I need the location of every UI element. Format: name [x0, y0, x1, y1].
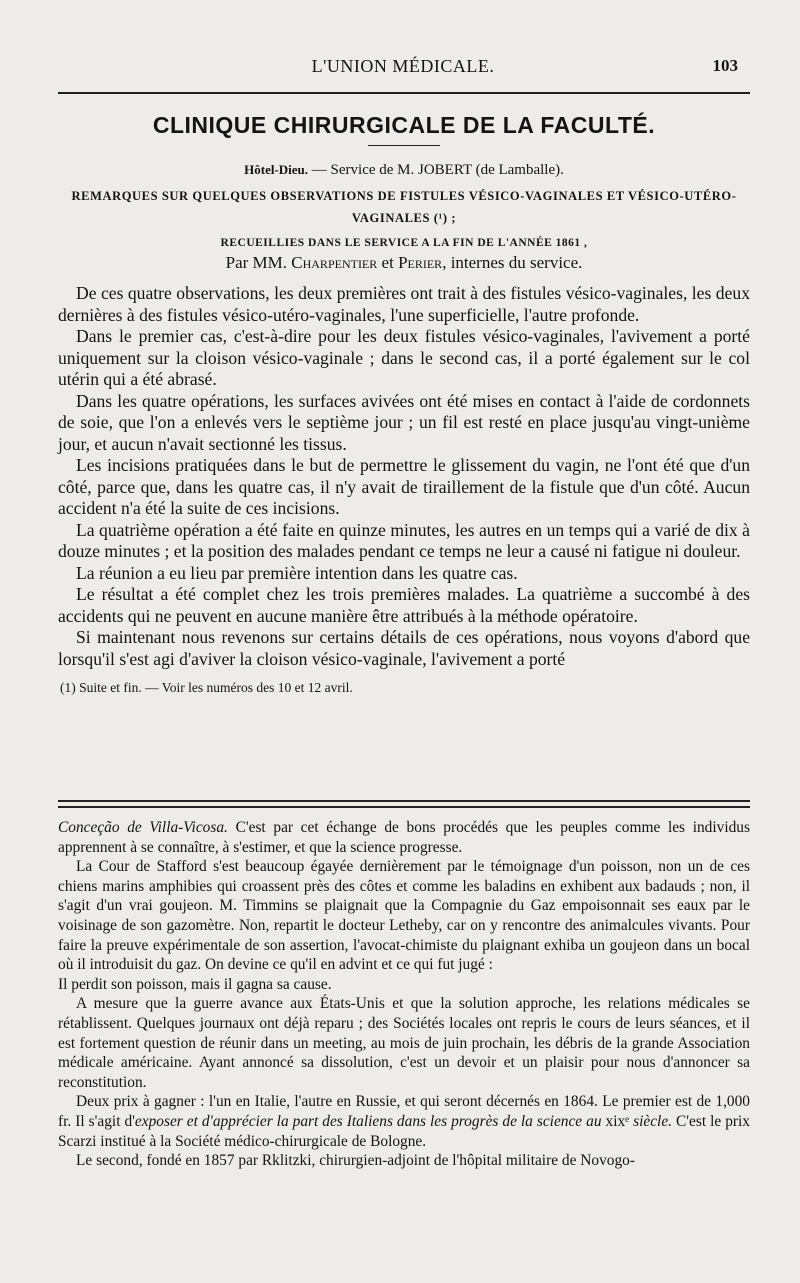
- footnote: (1) Suite et fin. — Voir les numéros des 10 et 12 avril.: [60, 680, 353, 695]
- feuilleton-italic: exposer et d'apprécier la part des Italiens dans les progrès de la science au: [134, 1112, 602, 1130]
- service-text: — Service de M. JOBERT (de Lamballe).: [308, 162, 564, 178]
- running-title: L'UNION MÉDICALE.: [311, 56, 495, 76]
- article: [58, 108, 750, 696]
- author-2: Perier: [398, 253, 443, 272]
- authors-prefix: Par MM.: [225, 253, 292, 272]
- title-rule: [368, 145, 440, 146]
- running-head: [58, 56, 748, 82]
- feuilleton-italic: Conceção de Villa-Vicosa.: [58, 819, 228, 836]
- article-title: CLINIQUE CHIRURGICALE DE LA FACULTÉ.: [152, 112, 656, 138]
- feuilleton: [58, 818, 750, 1171]
- feuilleton-paragraph: Le second, fondé en 1857 par Rklitzki, chirurgien-adjoint de l'hôpital militaire de Novogo-: [76, 1152, 635, 1170]
- feuilleton-paragraph: [58, 1092, 750, 1151]
- author-1: Charpentier: [291, 253, 378, 272]
- authors-line: [58, 253, 750, 273]
- feuilleton-paragraph: La Cour de Stafford s'est beaucoup égayée dernièrement par le témoignage d'un poisson, non un de ces chiens marins amphibies qui croassent près des côtes et comme les baladins en exhibent aux badauds ; non, il s'agit d'un vrai goujeon. M. Timmins se plaignait que la Compagnie du Gaz empoisonnait ses eaux par le voisinage de son gazomètre. Non, repartit le docteur Letheby, car on y rencontre des animalcules vivants. Pour faire la preuve expérimentale de son assertion, l'avocat-chimiste du plaignant exhiba un goujeon dans un bocal où il introduisit du gaz. On devine ce qu'il en advint et ce qui fut jugé :: [58, 858, 750, 974]
- feuilleton-paragraph: [58, 818, 750, 857]
- header-rule: [58, 92, 750, 94]
- feuilleton-text: C'est le prix Scarzi institué à la Société médico-chirurgicale de Bologne.: [58, 1112, 750, 1150]
- paragraph: La quatrième opération a été faite en quinze minutes, les autres en un temps qui a varié de dix à douze minutes ; et la position des malades pendant ce temps ne leur a causé ni fatigue ni douleur.: [58, 519, 750, 561]
- feuilleton-separator: [58, 800, 750, 808]
- collected-line: RECUEILLIES DANS LE SERVICE A LA FIN DE L'ANNÉE 1861 ,: [220, 237, 588, 249]
- feuilleton-paragraph: A mesure que la guerre avance aux États-Unis et que la solution approche, les relations médicales se rétablissent. Quelques journaux ont déjà reparu ; des Sociétés locales ont repris le cours de leurs séances, et il est fortement question de réunir dans un meeting, au mois de juin prochain, les débris de la grande Association médicale américaine. Ayant annoncé sa dissolution, c'est un devoir et un plaisir pour nous d'annoncer sa reconstitution.: [58, 995, 750, 1091]
- page-number: 103: [712, 56, 738, 75]
- feuilleton-text: Deux prix à gagner : l'un en Italie, l'autre en Russie, et qui seront décernés en 1864. Le premier est de 1,000 fr. Il s'agit d': [58, 1093, 750, 1130]
- feuilleton-text: xixᵉ: [601, 1112, 634, 1130]
- paragraph: Si maintenant nous revenons sur certains détails de ces opérations, nous voyons d'abord que lorsqu'il s'est agi d'aviver la cloison vésico-vaginale, l'avivement a porté: [58, 627, 750, 669]
- paragraph: Le résultat a été complet chez les trois premières malades. La quatrième a succombé à des accidents qui ne peuvent en aucune manière être attribués à la méthode opératoire.: [58, 584, 750, 626]
- hotel-label: Hôtel-Dieu.: [244, 162, 309, 177]
- feuilleton-text: C'est par cet échange de bons procédés que les peuples comme les individus apprennent à se connaître, à s'estimer, et que la science progresse.: [58, 819, 750, 856]
- paragraph: De ces quatre observations, les deux premières ont trait à des fistules vésico-vaginales, les deux dernières à des fistules vésico-utéro-vaginales, l'une superficielle, l'autre profonde.: [58, 283, 750, 325]
- paragraph: Les incisions pratiquées dans le but de permettre le glissement du vagin, ne l'ont été que d'un côté, parce que, dans les quatre cas, il n'y avait de tiraillement de la fistule que d'un côté. Aucun accident n'a été la suite de ces incisions.: [58, 455, 750, 518]
- remarks-title: REMARQUES SUR QUELQUES OBSERVATIONS DE FISTULES VÉSICO-VAGINALES ET VÉSICO-UTÉRO-VAGINALES (¹) ;: [71, 189, 737, 225]
- authors-suffix: , internes du service.: [442, 253, 583, 272]
- verdict-line: Il perdit son poisson, mais il gagna sa cause.: [58, 975, 332, 993]
- paragraph: Dans le premier cas, c'est-à-dire pour les deux fistules vésico-vaginales, l'avivement a porté uniquement sur la cloison vésico-vaginale ; dans le second cas, il a porté également sur le col utérin qui a été abrasé.: [58, 326, 750, 389]
- authors-mid: et: [377, 253, 399, 272]
- paragraph: La réunion a eu lieu par première intention dans les quatre cas.: [76, 562, 518, 583]
- paragraph: Dans les quatre opérations, les surfaces avivées ont été mises en contact à l'aide de cordonnets de soie, que l'on a enlevés vers le septième jour ; un fil est resté en place jusqu'au vingt-unième jour, et aucun n'avait sectionné les tissus.: [58, 390, 750, 454]
- feuilleton-italic: siècle.: [633, 1112, 672, 1130]
- service-line: [58, 162, 750, 179]
